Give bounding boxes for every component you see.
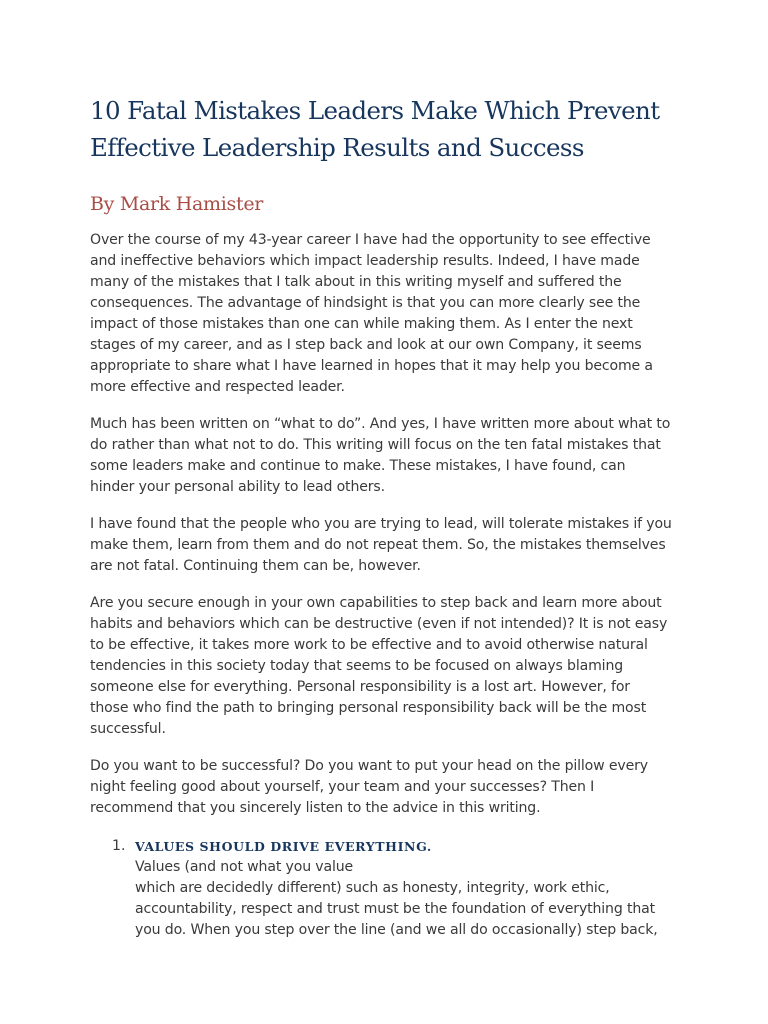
text-line: night feeling good about yourself, your team and your successes? Then I: [90, 779, 595, 795]
text-line: make them, learn from them and do not repeat them. So, the mistakes themselves: [90, 537, 666, 553]
text-line: many of the mistakes that I talk about in this writing myself and suffered the: [90, 274, 622, 290]
text-line: Do you want to be successful? Do you want to put your head on the pillow every: [90, 758, 648, 774]
text-line: appropriate to share what I have learned in hopes that it may help you become a: [90, 358, 653, 374]
text-line: successful.: [90, 721, 166, 737]
text-line: tendencies in this society today that seems to be focused on always blaming: [90, 658, 624, 674]
text-line: more effective and respected leader.: [90, 379, 345, 395]
mistakes-list: [90, 836, 682, 941]
list-item-number: 1.: [112, 838, 126, 854]
paragraph-intro: [90, 230, 682, 398]
text-line: stages of my career, and as I step back and look at our own Company, it seems: [90, 337, 642, 353]
document-page: [90, 92, 682, 941]
text-line: habits and behaviors which can be destructive (even if not intended)? It is not easy: [90, 616, 668, 632]
text-line: someone else for everything. Personal responsibility is a lost art. However, for: [90, 679, 630, 695]
author-byline: By Mark Hamister: [90, 193, 264, 215]
text-line: impact of those mistakes than one can while making them. As I enter the next: [90, 316, 633, 332]
title-line: Effective Leadership Results and Success: [90, 133, 584, 162]
list-item: [90, 836, 682, 941]
text-line: recommend that you sincerely listen to the advice in this writing.: [90, 800, 541, 816]
text-line: Are you secure enough in your own capabilities to step back and learn more about: [90, 595, 662, 611]
list-item-text: Values (and not what you value: [135, 859, 354, 875]
text-line: Over the course of my 43-year career I have had the opportunity to see effective: [90, 232, 651, 248]
text-line: consequences. The advantage of hindsight is that you can more clearly see the: [90, 295, 641, 311]
text-line: to be effective, it takes more work to be effective and to avoid otherwise natural: [90, 637, 648, 653]
text-line: [135, 836, 682, 878]
text-line: do rather than what not to do. This writing will focus on the ten fatal mistakes that: [90, 437, 661, 453]
text-line: and ineffective behaviors which impact leadership results. Indeed, I have made: [90, 253, 640, 269]
text-line: you do. When you step over the line (and we all do occasionally) step back,: [135, 922, 658, 938]
text-line: which are decidedly different) such as honesty, integrity, work ethic,: [135, 880, 610, 896]
paragraph-tolerate-mistakes: [90, 514, 682, 577]
title-line: 10 Fatal Mistakes Leaders Make Which Prevent: [90, 96, 660, 125]
text-line: accountability, respect and trust must be the foundation of everything that: [135, 901, 655, 917]
text-line: some leaders make and continue to make. These mistakes, I have found, can: [90, 458, 626, 474]
list-item-heading: VALUES SHOULD DRIVE EVERYTHING.: [135, 839, 432, 854]
text-line: are not fatal. Continuing them can be, however.: [90, 558, 421, 574]
text-line: Much has been written on “what to do”. And yes, I have written more about what to: [90, 416, 671, 432]
text-line: I have found that the people who you are trying to lead, will tolerate mistakes if you: [90, 516, 672, 532]
paragraph-secure-enough: [90, 593, 682, 740]
paragraph-what-to-do: [90, 414, 682, 498]
document-title: [90, 92, 682, 166]
text-line: those who find the path to bringing personal responsibility back will be the most: [90, 700, 647, 716]
paragraph-want-success: [90, 756, 682, 819]
list-item-body: [135, 836, 682, 941]
text-line: hinder your personal ability to lead others.: [90, 479, 385, 495]
